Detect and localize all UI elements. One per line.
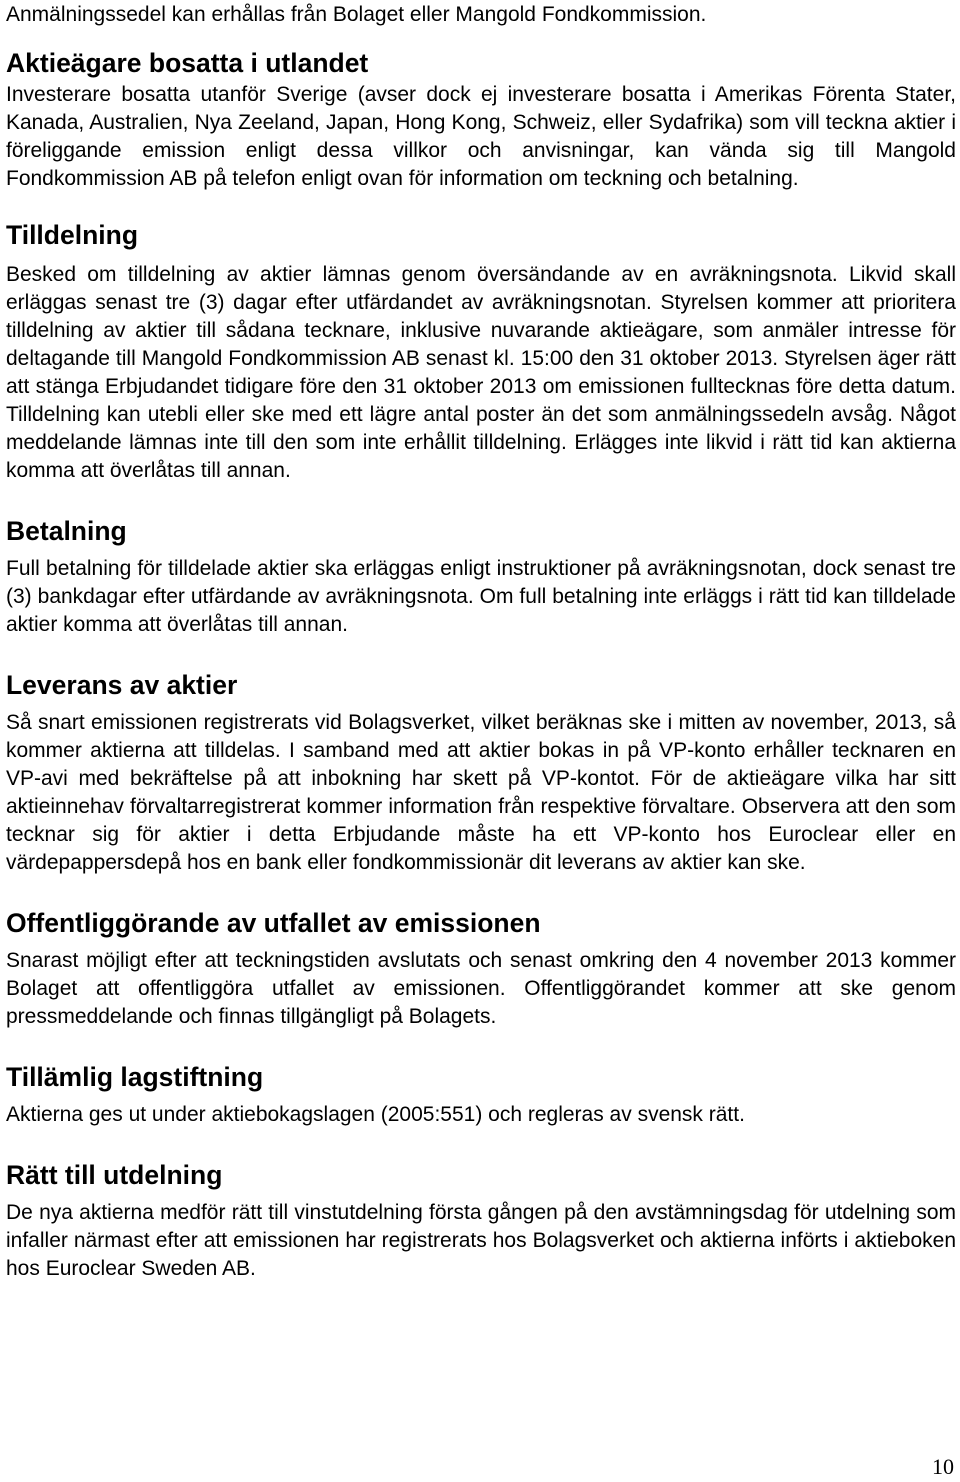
section-paragraph: De nya aktierna medför rätt till vinstutdelning första gången på den avstämningsdag för utdelning som infaller närmast efter att emissionen har registrerats hos Bolagsverket och aktierna införts i aktieboken hos Euroclear Sweden AB. bbox=[6, 1201, 956, 1280]
document-page bbox=[6, 0, 956, 1283]
section-ratt-till-utdelning bbox=[6, 1159, 956, 1283]
section-paragraph: Full betalning för tilldelade aktier ska erläggas enligt instruktioner på avräkningsnotan, dock senast tre (3) bankdagar efter utfärdande av avräkningsnota. Om full betalning inte erläggs i rätt tid kan tilldelade aktier komma att överlåtas till annan. bbox=[6, 557, 956, 636]
page-number: 10 bbox=[932, 1454, 954, 1479]
section-aktieagare-bosatta-i-utlandet bbox=[6, 47, 956, 193]
section-paragraph: Investerare bosatta utanför Sverige (avser dock ej investerare bosatta i Amerikas Förenta Stater, Kanada, Australien, Nya Zeeland, Japan, Hong Kong, Schweiz, eller Sydafrika) som vill teckna aktier i föreliggande emission enligt dessa villkor och anvisningar, kan vända sig till Mangold Fondkommission AB på telefon enligt ovan för information om teckning och betalning. bbox=[6, 83, 956, 190]
section-tilldelning bbox=[6, 219, 956, 485]
section-heading: Tillämlig lagstiftning bbox=[6, 1062, 264, 1092]
section-offentliggorande bbox=[6, 907, 956, 1031]
section-heading: Betalning bbox=[6, 516, 127, 546]
section-tillamplig-lagstiftning bbox=[6, 1061, 956, 1129]
section-paragraph: Aktierna ges ut under aktiebokagslagen (2005:551) och regleras av svensk rätt. bbox=[6, 1103, 745, 1126]
section-heading: Tilldelning bbox=[6, 220, 139, 250]
section-heading: Leverans av aktier bbox=[6, 670, 238, 700]
section-heading: Rätt till utdelning bbox=[6, 1160, 223, 1190]
section-heading: Offentliggörande av utfallet av emissionen bbox=[6, 908, 541, 938]
section-paragraph: Besked om tilldelning av aktier lämnas genom översändande av en avräkningsnota. Likvid skall erläggas senast tre (3) dagar efter utfärdandet av avräkningsnotan. Styrelsen kommer att prioritera tilldelning av aktier till sådana tecknare, inklusive nuvarande aktieägare, som anmäler intresse för deltagande till Mangold Fondkommission AB senast kl. 15:00 den 31 oktober 2013. Styrelsen äger rätt att stänga Erbjudandet tidigare före den 31 oktober 2013 om emissionen fulltecknas före detta datum. Tilldelning kan utebli eller ske med ett lägre antal poster än det som anmälningssedeln avsåg. Något meddelande lämnas inte till den som inte erhållit tilldelning. Erlägges inte likvid i rätt tid kan aktierna komma att överlåtas till annan. bbox=[6, 263, 956, 482]
intro-paragraph: Anmälningssedel kan erhållas från Bolaget eller Mangold Fondkommission. bbox=[6, 3, 707, 26]
section-betalning bbox=[6, 515, 956, 639]
section-paragraph: Snarast möjligt efter att teckningstiden avslutats och senast omkring den 4 november 2013 kommer Bolaget att offentliggöra utfallet av emissionen. Offentliggörandet kommer att ske genom pressmeddelande och finnas tillgängligt på Bolagets. bbox=[6, 949, 956, 1028]
section-heading: Aktieägare bosatta i utlandet bbox=[6, 48, 369, 78]
section-paragraph: Så snart emissionen registrerats vid Bolagsverket, vilket beräknas ske i mitten av november, 2013, så kommer aktierna att tilldelas. I samband med att aktier bokas in på VP-konto erhåller tecknaren en VP-avi med bekräftelse på att inbokning har skett på VP-kontot. För de aktieägare vilka har sitt aktieinnehav förvaltarregistrerat kommer information från respektive förvaltare. Observera att den som tecknar sig för aktier i detta Erbjudande måste ha ett VP-konto hos Euroclear eller en värdepappersdepå hos en bank eller fondkommissionär dit leverans av aktier kan ske. bbox=[6, 711, 956, 874]
section-leverans-av-aktier bbox=[6, 669, 956, 877]
